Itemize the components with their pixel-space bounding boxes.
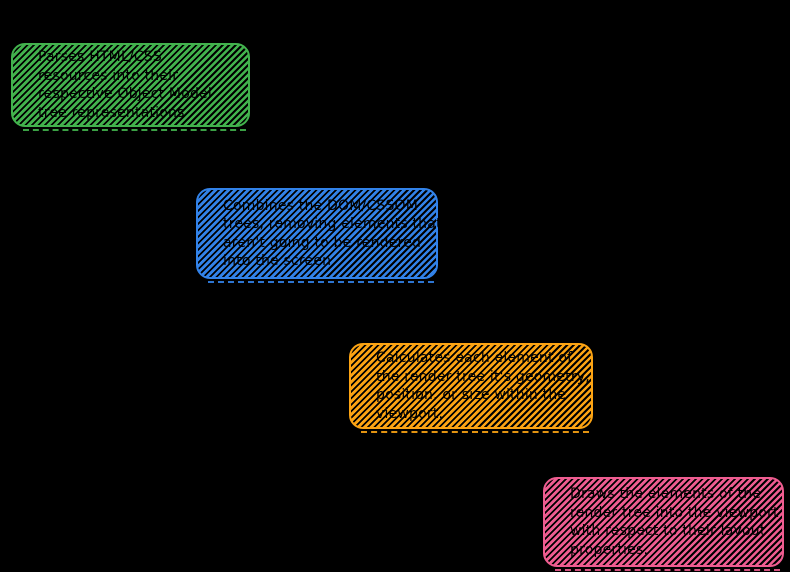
step-text-line: resources into their	[38, 67, 179, 84]
step-text-line: Combines the DOM/CSSOM	[223, 197, 419, 214]
step-box-render-tree	[196, 188, 442, 279]
step-text-line: position, or size within the	[376, 387, 567, 403]
step-text-line: Parses HTML/CSS	[38, 49, 163, 65]
step-text-line: the render tree it's geometry,	[376, 368, 590, 385]
step-box-parse-object-models	[11, 43, 250, 127]
step-text-line: render tree into the viewport	[570, 504, 779, 521]
step-text-line: respective Object Model	[38, 86, 212, 102]
step-text-line: properties.	[570, 541, 649, 558]
step-text-line: Draws the elements of the	[570, 486, 762, 502]
step-text-line: with respect to their layout	[570, 523, 766, 539]
step-text-line: viewport.	[376, 405, 444, 422]
step-text-line: trees, removing elements that	[223, 216, 442, 232]
step-text-line: Calculates each element of	[376, 350, 573, 366]
step-box-paint	[543, 477, 784, 567]
step-text-line: into the screen	[223, 253, 332, 269]
step-text-line: tree representations	[38, 104, 185, 121]
step-box-layout	[349, 343, 593, 429]
step-text-line: aren't going to be rendered	[223, 234, 422, 251]
